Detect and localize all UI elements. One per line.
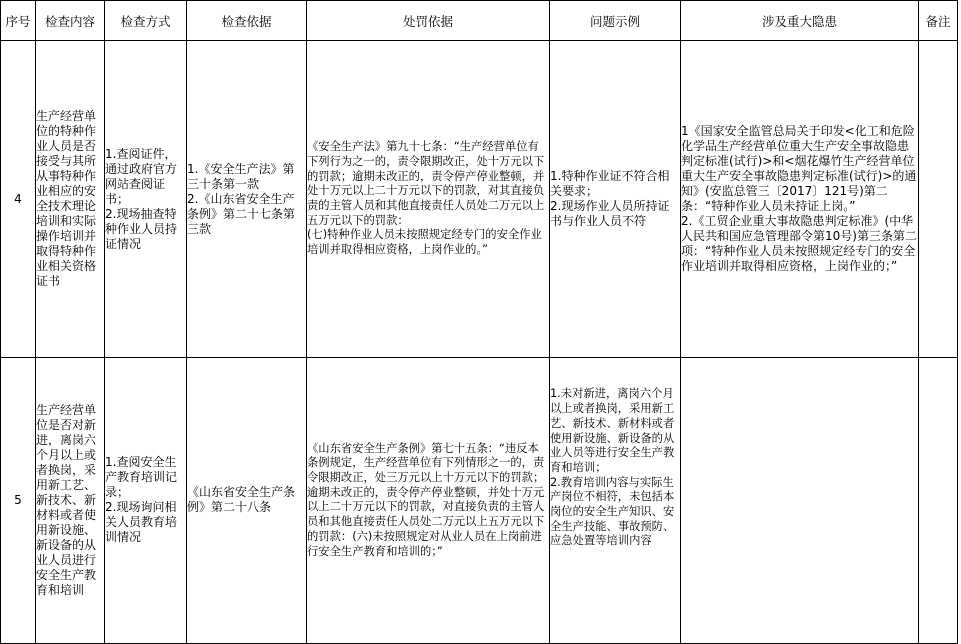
row-number: 5 — [1, 358, 36, 644]
header-cell-method: 检查方式 — [105, 1, 187, 41]
check-content-cell: 生产经营单位是否对新进，离岗六个月以上或者换岗，采用新工艺、新技术、新材料或者使用新设施、新设备的从业人员进行安全生产教育和培训 — [36, 358, 105, 644]
table-row — [1, 358, 958, 644]
header-cell-content: 检查内容 — [36, 1, 105, 41]
header-cell-note: 备注 — [919, 1, 958, 41]
header-cell-hazard: 涉及重大隐患 — [681, 1, 919, 41]
check-content-cell: 生产经营单位的特种作业人员是否接受与其所从事特种作业相应的安全技术理论培训和实际操作培训并取得特种作业相关资格证书 — [36, 41, 105, 358]
note-cell — [919, 41, 958, 358]
table-row — [1, 41, 958, 358]
row-number: 4 — [1, 41, 36, 358]
check-method-cell: 1.查阅证件，通过政府官方网站查阅证书； 2.现场抽查特种作业人员持证情况 — [105, 41, 187, 358]
check-method-cell: 1.查阅安全生产教育培训记录； 2.现场询问相关人员教育培训情况 — [105, 358, 187, 644]
problem-example-cell: 1.特种作业证不符合相关要求； 2.现场作业人员所持证书与作业人员不符 — [550, 41, 681, 358]
header-row — [1, 1, 958, 41]
header-cell-basis: 检查依据 — [187, 1, 307, 41]
check-basis-cell: 《山东省安全生产条例》第二十八条 — [187, 358, 307, 644]
check-basis-cell: 1.《安全生产法》第三十条第一款 2.《山东省安全生产条例》第二十七条第三款 — [187, 41, 307, 358]
problem-example-cell — [550, 358, 681, 644]
problem-example-text: 1.未对新进，离岗六个月以上或者换岗，采用新工艺、新技术、新材料或者使用新设施、新设备的从业人员等进行安全生产教育和培训； 2.教育培训内容与实际生产岗位不相符，未包括本岗位的安全生产知识、安全生产技能、事故预防、应急处置等培训内容 — [550, 387, 675, 548]
major-hazard-cell — [681, 358, 919, 644]
header-cell-example: 问题示例 — [550, 1, 681, 41]
header-cell-penalty: 处罚依据 — [307, 1, 550, 41]
penalty-basis-cell: 《安全生产法》第九十七条：“生产经营单位有下列行为之一的，责令限期改正，处十万元以下的罚款；逾期未改正的，责令停产停业整顿，并处十万元以上二十万元以下的罚款，对其直接负责的主管人员和其他直接责任人员处二万元以上五万元以下的罚款： (七)特种作业人员未按照规定经专门的安全作业培训并取得相应资格，上岗作业的。” — [307, 41, 550, 358]
penalty-basis-cell: 《山东省安全生产条例》第七十五条：“违反本条例规定，生产经营单位有下列情形之一的，责令限期改正，处三万元以上十万元以下的罚款；逾期未改正的，责令停产停业整顿，并处十万元以上二十万元以下的罚款，对直接负责的主管人员和其他直接责任人员处二万元以上五万元以下的罚款：(六)未按照规定对从业人员在上岗前进行安全生产教育和培训的；” — [307, 358, 550, 644]
note-cell — [919, 358, 958, 644]
header-cell-no: 序号 — [1, 1, 36, 41]
major-hazard-cell: 1《国家安全监管总局关于印发<化工和危险化学品生产经营单位重大生产安全事故隐患判定标准(试行)>和<烟花爆竹生产经营单位重大生产安全事故隐患判定标准(试行)>的通知》(安监总管三〔2017〕121号)第二条：“特种作业人员未持证上岗。” 2.《工贸企业重大事故隐患判定标准》(中华人民共和国应急管理部令第10号)第三条第二项：“特种作业人员未按照规定经专门的安全作业培训并取得相应资格，上岗作业的；” — [681, 41, 919, 358]
